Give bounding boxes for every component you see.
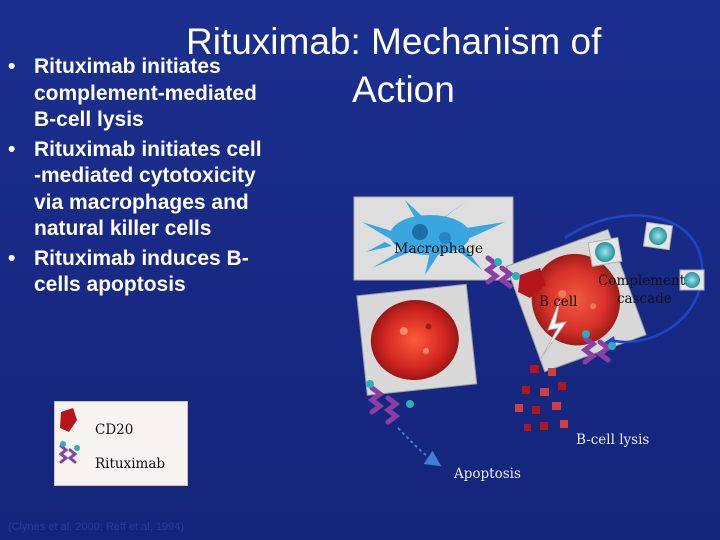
apoptosis-label: Apoptosis	[454, 466, 521, 482]
slide-title-line2: Action	[352, 69, 455, 110]
b-cell-label: B cell	[539, 294, 578, 310]
bullet-line: Rituximab initiates	[34, 55, 221, 78]
bullet-marker: •	[8, 137, 16, 161]
bullet-line: cells apoptosis	[34, 273, 186, 296]
bullet-marker: •	[8, 55, 16, 78]
citation: (Clynes et al, 2000; Reff et al, 1994)	[8, 521, 184, 533]
lysis-fragments	[515, 365, 568, 431]
b-cell-lysis-label: B-cell lysis	[576, 432, 650, 448]
slide-title-line1: Rituximab: Mechanism of	[186, 21, 602, 62]
bullet-line: complement-mediated	[34, 81, 257, 105]
legend-rituximab-label: Rituximab	[95, 456, 166, 472]
bullet-line: natural killer cells	[34, 217, 212, 240]
bullet-line: via macrophages and	[34, 190, 249, 214]
legend-icons	[55, 402, 187, 485]
cd20-icon	[60, 408, 77, 432]
bullet-line: Rituximab initiates cell	[34, 137, 262, 161]
complement-label-line1: Complement	[598, 273, 686, 289]
bullet-line: Rituximab induces B-	[34, 246, 249, 270]
rituximab-icon	[61, 446, 75, 462]
legend-cd20-label: CD20	[95, 422, 134, 438]
apoptosis-arrow	[398, 428, 438, 464]
bullet-line: B-cell lysis	[34, 108, 144, 131]
bullet-marker: •	[8, 246, 16, 270]
legend	[54, 401, 188, 486]
complement-label-line2: cascade	[617, 291, 672, 307]
bullet-line: -mediated cytotoxicity	[34, 164, 256, 187]
macrophage-label: Macrophage	[394, 241, 484, 257]
apoptotic-cell-panel	[357, 284, 477, 395]
